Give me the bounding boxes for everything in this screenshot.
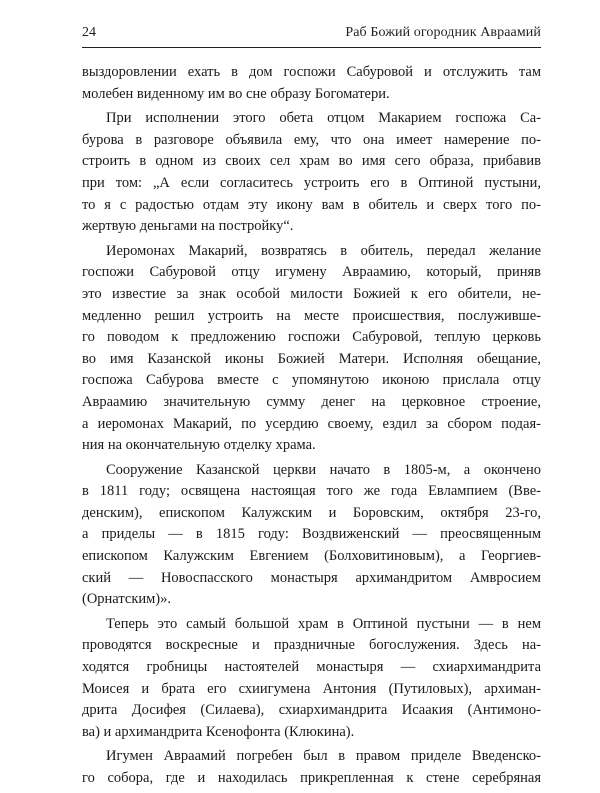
text-line: При исполнении этого обета отцом Макарием госпожа Са- bbox=[106, 110, 541, 127]
text-line: то я с радостью отдам эту икону вам в обитель и сверх того по- bbox=[82, 196, 541, 213]
text-line: (Орнатским)». bbox=[82, 591, 172, 608]
text-line: госпожа Сабурова вместе с упомянутою иконою прислала отцу bbox=[82, 372, 541, 389]
text-line: ский — Новоспасского монастыря архимандритом Амвросием bbox=[82, 569, 541, 586]
text-line: бурова в разговоре объявила ему, что она имеет намерение по- bbox=[82, 131, 541, 148]
text-line: го собора, где и находилась прикрепленная к стене серебряная bbox=[82, 770, 541, 786]
text-line: Моисея и брата его схиигумена Антония (Путиловых), архиман- bbox=[82, 680, 541, 697]
text-line: проводятся воскресные и праздничные богослужения. Здесь на- bbox=[82, 637, 541, 654]
text-line: при том: „А если согласитесь устроить его в Оптиной пустыни, bbox=[82, 174, 541, 191]
text-line: это известие за знак особой милости Божией к его обители, не- bbox=[82, 285, 541, 302]
text-line: ва) и архимандрита Ксенофонта (Клюкина). bbox=[82, 723, 355, 740]
text-line: ния на окончательную отделку храма. bbox=[82, 437, 316, 454]
text-line: Сооружение Казанской церкви начато в 1805-м, а окончено bbox=[106, 461, 541, 478]
text-line: епископом Калужским Евгением (Болховитиновым), а Георгиев- bbox=[82, 548, 541, 565]
text-line: госпожи Сабуровой отцу игумену Авраамию, который, приняв bbox=[82, 264, 541, 281]
text-line: жертвую деньгами на постройку“. bbox=[82, 218, 294, 235]
text-line: Игумен Авраамий погребен был в правом приделе Введенско- bbox=[106, 748, 541, 765]
paragraph-2 bbox=[82, 108, 541, 238]
text-line: Теперь это самый большой храм в Оптиной пустыни — в нем bbox=[106, 615, 541, 632]
text-line: дрита Досифея (Силаева), схиархимандрита Исаакия (Антимоно- bbox=[82, 702, 541, 719]
text-line: а иеромонах Макарий, по усердию своему, ездил за сбором подая- bbox=[82, 415, 541, 432]
paragraph-6 bbox=[82, 746, 541, 789]
text-line: в 1811 году; освящена настоящая того же года Евлампием (Вве- bbox=[82, 483, 541, 500]
text-line: го поводом к предложению госпожи Сабуровой, теплую церковь bbox=[82, 329, 541, 346]
running-title: Раб Божий огородник Авраамий bbox=[345, 25, 541, 40]
text-line: ходятся гробницы настоятелей монастыря — схиархимандрита bbox=[82, 659, 541, 676]
header-rule bbox=[82, 47, 541, 48]
paragraph-5 bbox=[82, 614, 541, 744]
paragraph-4 bbox=[82, 460, 541, 611]
page-header bbox=[82, 24, 541, 46]
paragraph-3 bbox=[82, 241, 541, 457]
page-number: 24 bbox=[82, 25, 96, 40]
text-line: а приделы — в 1815 году: Воздвиженский — преосвященным bbox=[82, 526, 541, 543]
text-line: Иеромонах Макарий, возвратясь в обитель, передал желание bbox=[106, 242, 541, 259]
paragraph-1 bbox=[82, 62, 541, 105]
text-line: денским), епископом Калужским и Боровским, октября 23-го, bbox=[82, 504, 541, 521]
text-line: молебен виденному им во сне образу Богоматери. bbox=[82, 85, 390, 102]
text-line: Авраамию значительную сумму денег на церковное строение, bbox=[82, 393, 541, 410]
text-line: выздоровлении ехать в дом госпожи Сабуровой и отслужить там bbox=[82, 64, 541, 80]
text-line: строить в одном из своих сел храм во имя сего образа, прибавив bbox=[82, 153, 541, 170]
body-text bbox=[82, 62, 541, 793]
text-line: во имя Казанской иконы Божией Матери. Исполняя обещание, bbox=[82, 350, 541, 367]
text-line: медленно решил устроить на месте происшествия, послуживше- bbox=[82, 307, 541, 324]
